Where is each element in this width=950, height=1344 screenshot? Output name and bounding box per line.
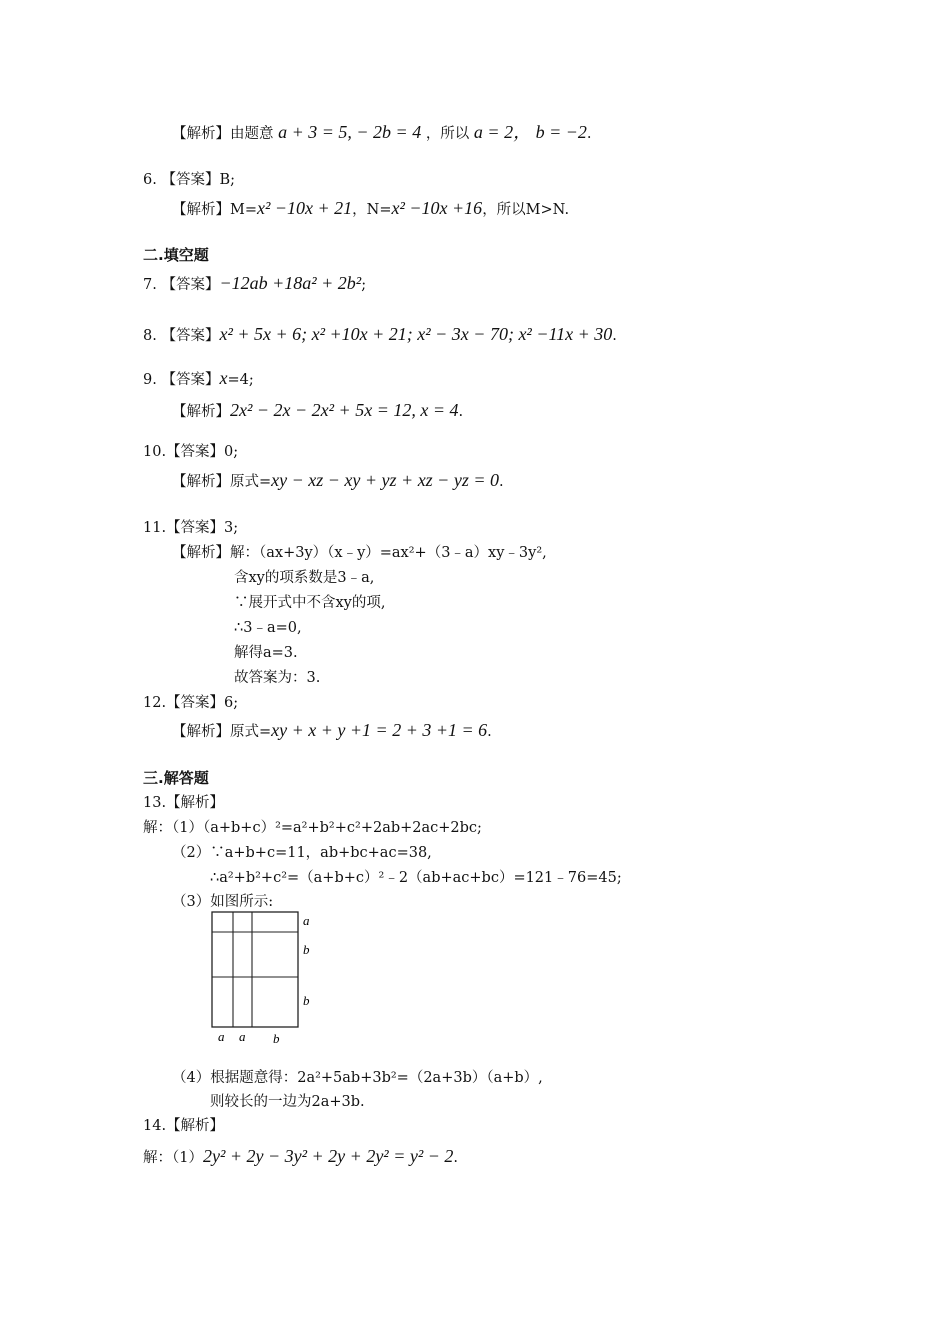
analysis-11-l5: 解得a=3. [234, 645, 298, 661]
fig-label-right-b1: b [303, 942, 310, 957]
q14-header: 14.【解析】 [143, 1118, 225, 1134]
analysis-10: 【解析】原式=xy − xz − xy + yz + xz − yz = 0. [172, 470, 504, 490]
answer-8: 8. 【答案】x² + 5x + 6; x² +10x + 21; x² − 3x − 70; x² −11x + 30. [143, 324, 617, 344]
rectangle-tiling-figure [208, 908, 328, 1048]
q13-line5: （4）根据题意得：2a²+5ab+3b²=（2a+3b）（a+b）, [172, 1070, 543, 1086]
answer-10: 10.【答案】0; [143, 444, 239, 460]
analysis-11-l4: ∴3﹣a=0, [234, 620, 302, 636]
q14-line1: 解：（1）2y² + 2y − 3y² + 2y + 2y² = y² − 2. [143, 1146, 458, 1166]
section-solutions: 三.解答题 [143, 769, 209, 787]
fig-label-bottom-a1: a [218, 1029, 225, 1044]
q13-line2: （2）∵a+b+c=11，ab+bc+ac=38, [172, 845, 432, 861]
analysis-11-l6: 故答案为：3. [234, 670, 321, 686]
analysis-6: 【解析】M=x² −10x + 21，N=x² −10x +16，所以M>N. [172, 198, 570, 218]
analysis-12: 【解析】原式=xy + x + y +1 = 2 + 3 +1 = 6. [172, 720, 492, 740]
answer-12: 12.【答案】6; [143, 695, 239, 711]
section-fill-in: 二.填空题 [143, 246, 209, 264]
fig-label-bottom-a2: a [239, 1029, 246, 1044]
fig-label-bottom-b: b [273, 1031, 280, 1046]
q13-line3: ∴a²+b²+c²=（a+b+c）²﹣2（ab+ac+bc）=121﹣76=45; [210, 870, 622, 886]
answer-7: 7. 【答案】−12ab +18a² + 2b²; [143, 273, 367, 293]
analysis-11-l3: ∵展开式中不含xy的项, [234, 595, 386, 611]
q13-header: 13.【解析】 [143, 795, 225, 811]
analysis-9: 【解析】2x² − 2x − 2x² + 5x = 12, x = 4. [172, 400, 464, 420]
analysis-11-l2: 含xy的项系数是3﹣a, [234, 570, 375, 586]
analysis-line-5: 【解析】由题意 a + 3 = 5, − 2b = 4 ，所以 a = 2， b = −2. [172, 122, 592, 142]
answer-6: 6. 【答案】B; [143, 172, 235, 188]
answer-9: 9. 【答案】x=4; [143, 368, 254, 388]
analysis-11: 【解析】解：（ax+3y）（x﹣y）=ax²+（3﹣a）xy﹣3y², [172, 545, 547, 561]
fig-label-right-b2: b [303, 993, 310, 1008]
answer-11: 11.【答案】3; [143, 520, 239, 536]
q13-line1: 解：（1）（a+b+c）²=a²+b²+c²+2ab+2ac+2bc; [143, 820, 482, 836]
q13-line6: 则较长的一边为2a+3b. [210, 1094, 365, 1110]
fig-label-right-a: a [303, 913, 310, 928]
q13-line4: （3）如图所示: [172, 894, 274, 910]
